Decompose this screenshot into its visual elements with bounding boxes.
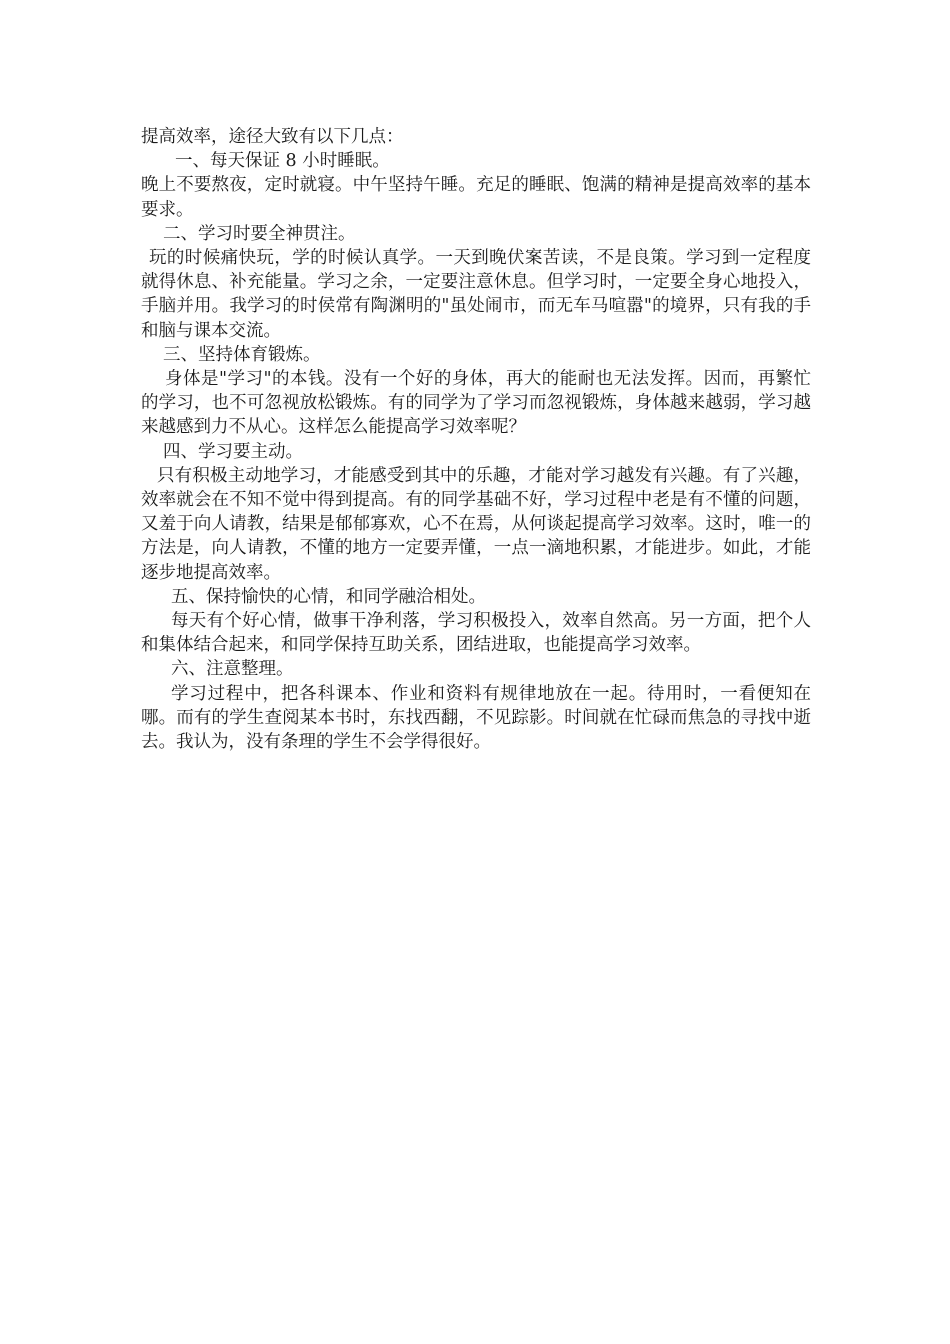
section-3-heading: 三、坚持体育锻炼。 — [163, 344, 321, 365]
section-3-body: 身体是"学习"的本钱。没有一个好的身体，再大的能耐也无法发挥。因而，再繁忙的学习，也不可忽视放松锻炼。有的同学为了学习而忽视锻炼，身体越来越弱，学习越来越感到力不从心。这样怎么能提高学习效率呢？ — [141, 369, 811, 438]
section-6-heading: 六、注意整理。 — [171, 659, 294, 680]
section-6-body: 学习过程中，把各科课本、作业和资料有规律地放在一起。待用时，一看便知在哪。而有的学生查阅某本书时，东找西翻，不见踪影。时间就在忙碌而焦急的寻找中逝去。我认为，没有条理的学生不会学得很好。 — [141, 683, 811, 753]
section-5-body: 每天有个好心情，做事干净利落，学习积极投入，效率自然高。另一方面，把个人和集体结合起来，和同学保持互助关系，团结进取，也能提高学习效率。 — [141, 611, 811, 656]
section-4-heading: 四、学习要主动。 — [163, 441, 303, 462]
intro-paragraph: 提高效率，途径大致有以下几点： — [141, 127, 404, 147]
section-2-body: 玩的时候痛快玩，学的时候认真学。一天到晚伏案苦读，不是良策。学习到一定程度就得休息、补充能量。学习之余，一定要注意休息。但学习时，一定要全身心地投入，手脑并用。我学习的时侯常有陶渊明的"虽处闹市，而无车马喧嚣"的境界，只有我的手和脑与课本交流。 — [141, 248, 811, 341]
section-4-body: 只有积极主动地学习，才能感受到其中的乐趣，才能对学习越发有兴趣。有了兴趣，效率就会在不知不觉中得到提高。有的同学基础不好，学习过程中老是有不懂的问题，又羞于向人请教，结果是郁郁寡欢，心不在焉，从何谈起提高学习效率。这时，唯一的方法是，向人请教，不懂的地方一定要弄懂，一点一滴地积累，才能进步。如此，才能逐步地提高效率。 — [141, 465, 811, 583]
section-5-heading: 五、保持愉快的心情，和同学融洽相处。 — [171, 586, 486, 607]
document-body — [141, 125, 811, 754]
section-1-heading: 一、每天保证 8 小时睡眠。 — [175, 151, 390, 172]
section-1-body: 晚上不要熬夜，定时就寝。中午坚持午睡。充足的睡眠、饱满的精神是提高效率的基本要求。 — [141, 175, 811, 220]
section-2-heading: 二、学习时要全神贯注。 — [163, 223, 356, 244]
